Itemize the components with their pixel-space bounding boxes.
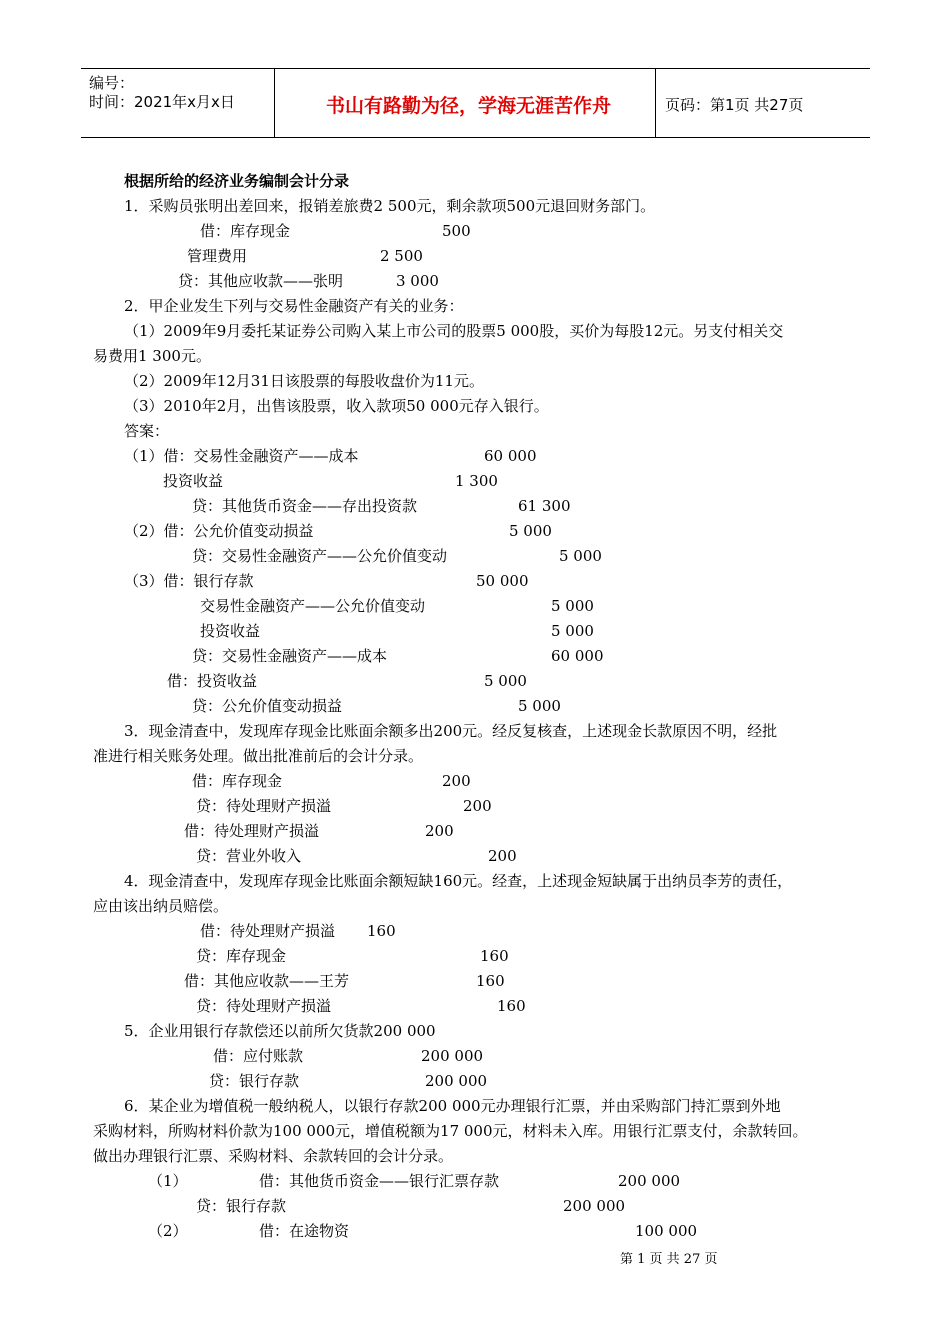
question-text: 2．甲企业发生下列与交易性金融资产有关的业务：	[124, 297, 464, 315]
entry-number: （1）	[148, 1172, 188, 1190]
entry-amount: 500	[442, 222, 471, 240]
entry-account: 借：其他应收款——王芳	[184, 972, 350, 990]
entry-account: 借：库存现金	[192, 772, 283, 790]
question-text: 3．现金清查中，发现库存现金比账面余额多出200元。经反复核查，上述现金长款原因不明，经批	[124, 722, 778, 740]
entry-amount: 3 000	[396, 272, 439, 290]
doc-time-label: 时间：2021年x月x日	[89, 93, 235, 111]
entry-account: 贷：营业外收入	[196, 847, 302, 865]
entry-amount: 160	[476, 972, 505, 990]
entry-amount: 100 000	[635, 1222, 698, 1240]
section-title: 根据所给的经济业务编制会计分录	[124, 172, 350, 190]
entry-amount: 5 000	[518, 697, 561, 715]
entry-account: 交易性金融资产——公允价值变动	[200, 597, 426, 615]
entry-account: 贷：银行存款	[196, 1197, 287, 1215]
entry-account: 借：待处理财产损溢	[184, 822, 320, 840]
entry-amount: 200 000	[421, 1047, 484, 1065]
entry-amount: 60 000	[484, 447, 537, 465]
entry-account: 贷：其他货币资金——存出投资款	[192, 497, 418, 515]
entry-account: （1）借：交易性金融资产——成本	[124, 447, 359, 465]
entry-amount: 1 300	[455, 472, 498, 490]
header-motto: 书山有路勤为径，学海无涯苦作舟	[325, 95, 611, 117]
entry-account: 贷：银行存款	[209, 1072, 300, 1090]
page-header	[81, 68, 870, 138]
entry-account: 贷：公允价值变动损益	[192, 697, 343, 715]
question-text: 采购材料，所购材料价款为100 000元，增值税额为17 000元，材料未入库。用银行汇票支付，余款转回。	[93, 1122, 808, 1140]
entry-amount: 2 500	[380, 247, 423, 265]
question-text: （3）2010年2月，出售该股票，收入款项50 000元存入银行。	[124, 397, 549, 415]
entry-amount: 5 000	[551, 597, 594, 615]
question-text: 4．现金清查中，发现库存现金比账面余额短缺160元。经查，上述现金短缺属于出纳员李芳的责任，	[124, 872, 793, 890]
entry-account: 借：在途物资	[259, 1222, 350, 1240]
doc-number-label: 编号：	[89, 74, 135, 92]
entry-amount: 5 000	[551, 622, 594, 640]
question-text: 准进行相关账务处理。做出批准前后的会计分录。	[93, 747, 424, 765]
header-page-info: 页码：第1页 共27页	[665, 96, 804, 114]
entry-amount: 60 000	[551, 647, 604, 665]
question-text: 易费用1 300元。	[93, 347, 211, 365]
entry-account: 贷：待处理财产损溢	[196, 797, 332, 815]
entry-amount: 200	[425, 822, 454, 840]
question-text: 做出办理银行汇票、采购材料、余款转回的会计分录。	[93, 1147, 454, 1165]
entry-account: 贷：库存现金	[196, 947, 287, 965]
entry-account: 管理费用	[187, 247, 248, 265]
entry-amount: 160	[497, 997, 526, 1015]
entry-amount: 160	[480, 947, 509, 965]
entry-account: 贷：待处理财产损溢	[196, 997, 332, 1015]
entry-account: 贷：其他应收款——张明	[178, 272, 344, 290]
entry-amount: 61 300	[518, 497, 571, 515]
entry-amount: 200	[463, 797, 492, 815]
entry-amount: 200	[488, 847, 517, 865]
question-text: 应由该出纳员赔偿。	[93, 897, 229, 915]
entry-amount: 200	[442, 772, 471, 790]
entry-amount: 200 000	[618, 1172, 681, 1190]
entry-amount: 50 000	[476, 572, 529, 590]
entry-amount: 5 000	[559, 547, 602, 565]
entry-account: 借：待处理财产损溢	[200, 922, 336, 940]
entry-account: 投资收益	[163, 472, 224, 490]
header-divider	[274, 69, 275, 137]
question-text: 5．企业用银行存款偿还以前所欠货款200 000	[124, 1022, 436, 1040]
question-text: 6．某企业为增值税一般纳税人，以银行存款200 000元办理银行汇票，并由采购部门持汇票到外地	[124, 1097, 781, 1115]
page-footer: 第 1 页 共 27 页	[620, 1252, 718, 1267]
question-text: （2）2009年12月31日该股票的每股收盘价为11元。	[124, 372, 484, 390]
entry-account: （2）借：公允价值变动损益	[124, 522, 314, 540]
entry-account: 借：其他货币资金——银行汇票存款	[259, 1172, 500, 1190]
entry-number: （2）	[148, 1222, 188, 1240]
entry-account: （3）借：银行存款	[124, 572, 254, 590]
entry-account: 投资收益	[200, 622, 261, 640]
entry-amount: 200 000	[425, 1072, 488, 1090]
entry-account: 借：投资收益	[167, 672, 258, 690]
entry-amount: 5 000	[484, 672, 527, 690]
answer-label: 答案：	[124, 422, 170, 440]
entry-amount: 200 000	[563, 1197, 626, 1215]
header-divider	[655, 69, 656, 137]
entry-account: 贷：交易性金融资产——公允价值变动	[192, 547, 448, 565]
question-text: 1．采购员张明出差回来，报销差旅费2 500元，剩余款项500元退回财务部门。	[124, 197, 656, 215]
entry-account: 借：应付账款	[213, 1047, 304, 1065]
question-text: （1）2009年9月委托某证券公司购入某上市公司的股票5 000股，买价为每股12元。另支付相关交	[124, 322, 784, 340]
entry-amount: 5 000	[509, 522, 552, 540]
entry-account: 贷：交易性金融资产——成本	[192, 647, 388, 665]
entry-amount: 160	[367, 922, 396, 940]
entry-account: 借：库存现金	[200, 222, 291, 240]
